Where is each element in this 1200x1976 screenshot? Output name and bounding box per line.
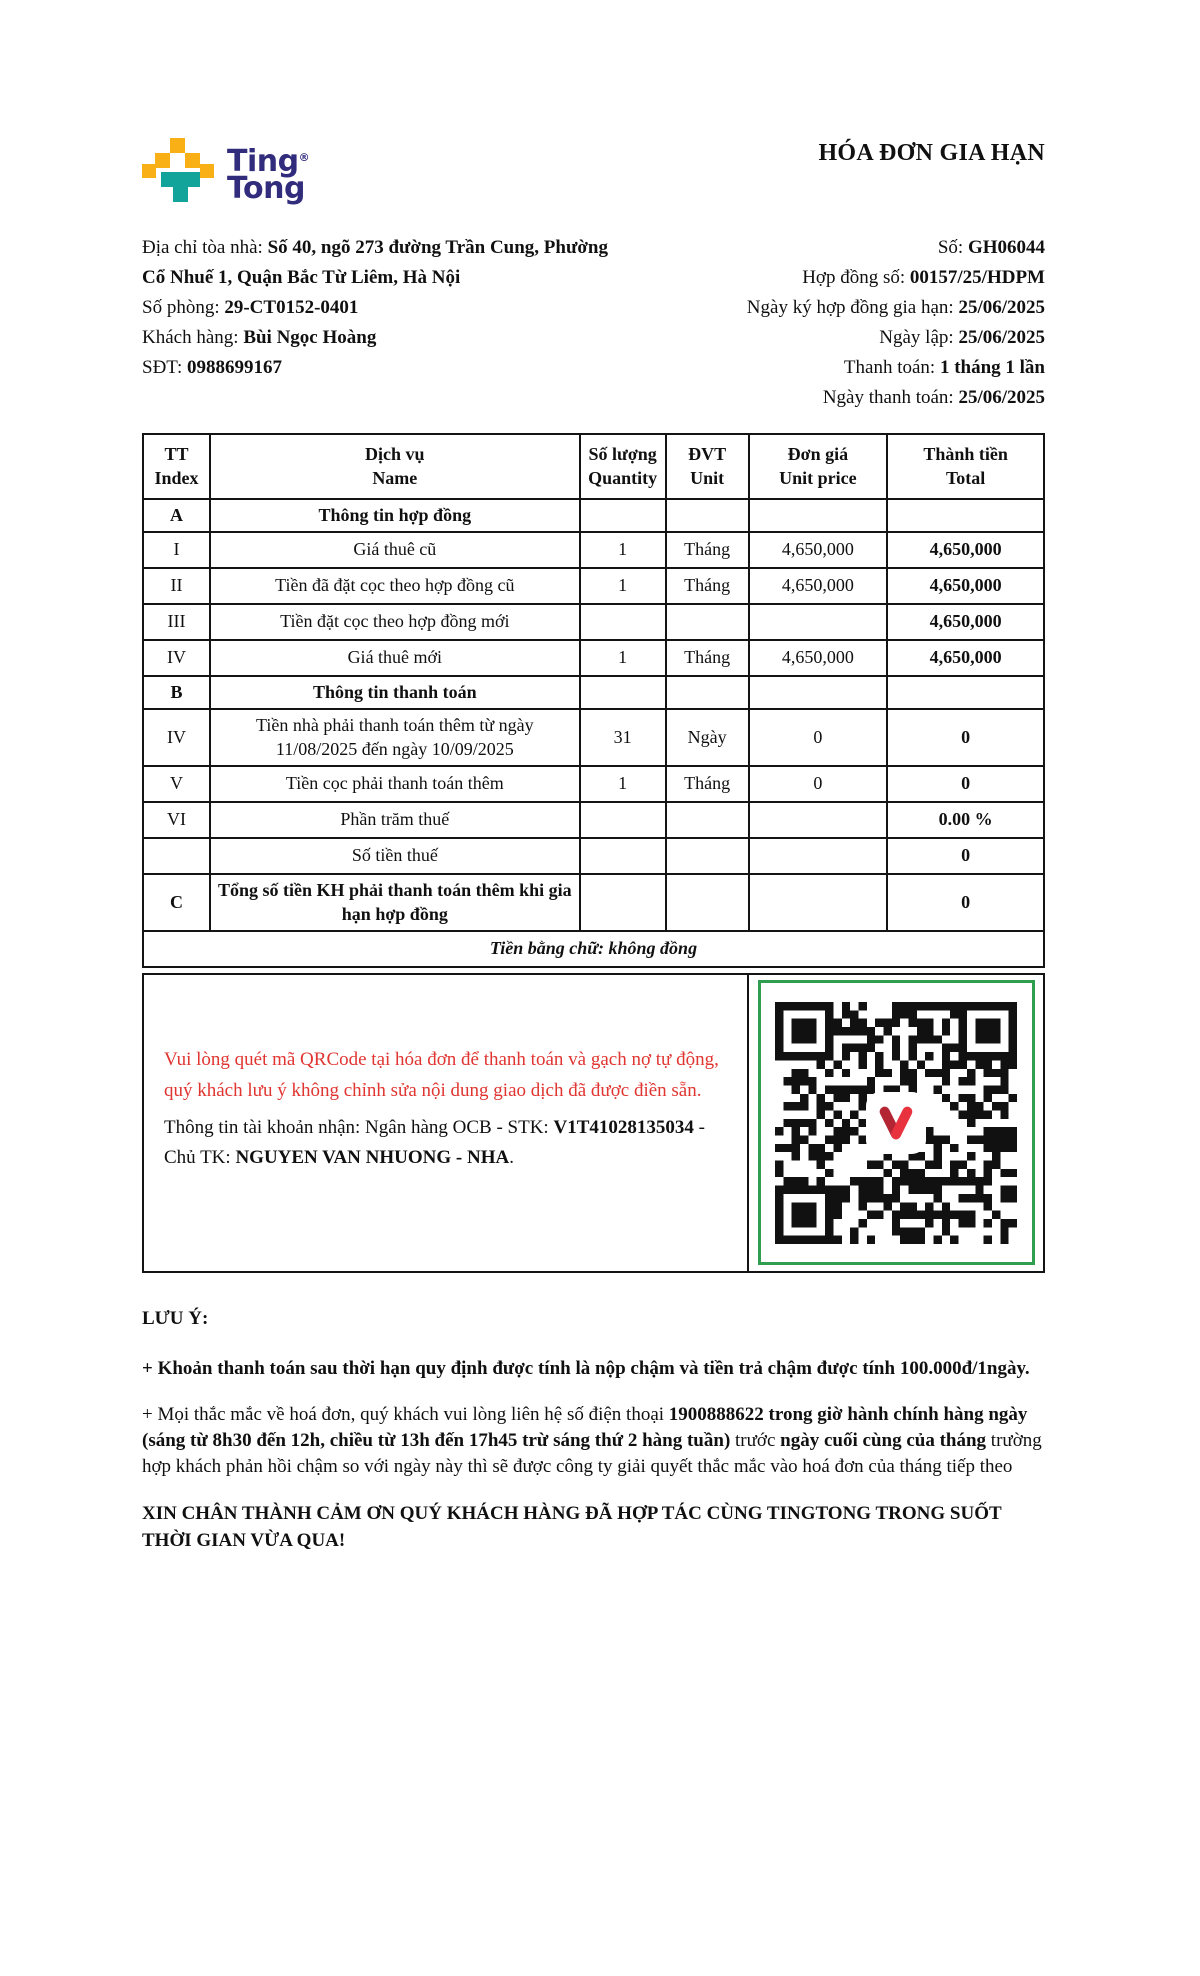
cell-service-name: Giá thuê cũ [210,532,580,568]
vietqr-v-icon [866,1092,926,1154]
info-label: Số: [937,237,968,258]
table-header-cell: ĐVT Unit [666,434,749,499]
info-value: 1 tháng 1 lần [939,357,1045,378]
cell-quantity: 1 [580,568,666,604]
qr-account-text: Thông tin tài khoản nhận: Ngân hàng OCB - STK: V1T41028135034 - Chủ TK: NGUYEN VAN NHUONG - NHA. [164,1117,705,1169]
cell-total: 0 [887,838,1044,874]
cell-service-name: Thông tin thanh toán [210,676,580,709]
late-fee-note: + Khoản thanh toán sau thời hạn quy định được tính là nộp chậm và tiền trả chậm được tính 100.000đ/1ngày. [142,1357,1030,1379]
table-row [143,568,1044,604]
cell-total: 0.00 % [887,802,1044,838]
info-row [634,233,1045,263]
customer-info [142,233,634,413]
footer-notes [142,1306,1045,1554]
cell-service-name: Tổng số tiền KH phải thanh toán thêm khi gia hạn hợp đồng [210,874,580,931]
amount-in-words-row [143,931,1044,967]
line-items-table [142,433,1045,968]
cell-quantity [580,874,666,931]
cell-unit-price [749,676,888,709]
tingtong-logo-text: Ting® Tong [227,144,310,206]
qr-payment-section [142,973,1045,1273]
info-row [634,353,1045,383]
cell-quantity: 1 [580,532,666,568]
cell-service-name: Tiền nhà phải thanh toán thêm từ ngày 11/08/2025 đến ngày 10/09/2025 [210,709,580,766]
cell-total: 4,650,000 [887,604,1044,640]
table-row [143,532,1044,568]
table-row [143,802,1044,838]
cell-unit-price [749,802,888,838]
cell-index: III [143,604,210,640]
cell-service-name: Tiền cọc phải thanh toán thêm [210,766,580,802]
cell-unit-price: 4,650,000 [749,568,888,604]
info-row [634,323,1045,353]
table-row [143,766,1044,802]
cell-total: 0 [887,766,1044,802]
cell-quantity: 1 [580,766,666,802]
page-title: HÓA ĐƠN GIA HẠN [818,140,1045,166]
cell-service-name: Thông tin hợp đồng [210,499,580,532]
cell-index: VI [143,802,210,838]
info-row [142,233,634,293]
info-label: SĐT: [142,357,187,378]
info-value: Số 40, ngõ 273 đường Trần Cung, Phường Cổ Nhuế 1, Quận Bắc Từ Liêm, Hà Nội [142,237,608,288]
cell-index: B [143,676,210,709]
cell-index: IV [143,709,210,766]
info-row [142,353,634,383]
cell-quantity [580,838,666,874]
cell-index: II [143,568,210,604]
qr-code-cell [749,975,1043,1271]
invoice-info-section [142,233,1045,413]
cell-unit: Tháng [666,766,749,802]
cell-unit [666,499,749,532]
cell-unit-price [749,838,888,874]
cell-unit [666,874,749,931]
info-value: Bùi Ngọc Hoàng [243,327,377,348]
info-value: 0988699167 [186,357,282,378]
info-label: Ngày lập: [879,327,959,348]
cell-total: 4,650,000 [887,640,1044,676]
table-header-cell: Số lượng Quantity [580,434,666,499]
info-label: Hợp đồng số: [802,267,910,288]
cell-unit-price: 4,650,000 [749,640,888,676]
cell-unit-price: 0 [749,709,888,766]
cell-index: IV [143,640,210,676]
cell-quantity [580,676,666,709]
info-label: Địa chỉ tòa nhà: [142,237,268,258]
cell-total: 0 [887,709,1044,766]
table-row [143,604,1044,640]
cell-unit: Ngày [666,709,749,766]
info-value: 25/06/2025 [958,297,1045,318]
info-value: 00157/25/HDPM [909,267,1045,288]
cell-unit [666,604,749,640]
info-row [142,293,634,323]
cell-service-name: Số tiền thuế [210,838,580,874]
info-row [142,323,634,353]
cell-unit [666,676,749,709]
cell-service-name: Tiền đã đặt cọc theo hợp đồng cũ [210,568,580,604]
cell-quantity: 31 [580,709,666,766]
table-header-row [143,434,1044,499]
cell-service-name: Tiền đặt cọc theo hợp đồng mới [210,604,580,640]
table-row [143,709,1044,766]
info-value: 25/06/2025 [958,327,1045,348]
cell-service-name: Phần trăm thuế [210,802,580,838]
thank-you-note: XIN CHÂN THÀNH CẢM ƠN QUÝ KHÁCH HÀNG ĐÃ HỢP TÁC CÙNG TINGTONG TRONG SUỐT THỜI GIAN VỪA QUA! [142,1502,1002,1551]
cell-quantity [580,604,666,640]
info-value: 25/06/2025 [958,387,1045,408]
table-header-cell: Thành tiền Total [887,434,1044,499]
cell-index: I [143,532,210,568]
table-row [143,676,1044,709]
info-label: Số phòng: [142,297,225,318]
info-label: Thanh toán: [843,357,940,378]
cell-unit [666,802,749,838]
table-row [143,499,1044,532]
table-row [143,640,1044,676]
cell-total: 4,650,000 [887,568,1044,604]
table-header-cell: TT Index [143,434,210,499]
table-header-cell: Dịch vụ Name [210,434,580,499]
cell-quantity: 1 [580,640,666,676]
qr-code-frame [758,980,1035,1265]
cell-index [143,838,210,874]
qr-text-cell [144,975,749,1271]
cell-unit: Tháng [666,568,749,604]
tingtong-logo [142,138,310,204]
cell-index: V [143,766,210,802]
table-header-cell: Đơn giá Unit price [749,434,888,499]
table-row [143,838,1044,874]
info-label: Khách hàng: [142,327,244,348]
info-value: GH06044 [967,237,1045,258]
cell-unit [666,838,749,874]
contact-note: + Mọi thắc mắc về hoá đơn, quý khách vui lòng liên hệ số điện thoại 1900888622 trong giờ hành chính hàng ngày (sáng từ 8h30 đến 12h, chiều từ 13h đến 17h45 trừ sáng thứ 2 hàng tuần) trước ngày cuối cùng của tháng trường hợp khách phản hồi chậm so với ngày này thì sẽ được công ty giải quyết thắc mắc vào hoá đơn của tháng tiếp theo [142,1403,1042,1477]
info-label: Ngày ký hợp đồng gia hạn: [746,297,959,318]
cell-total: 4,650,000 [887,532,1044,568]
qr-instruction-text: Vui lòng quét mã QRCode tại hóa đơn để thanh toán và gạch nợ tự động, quý khách lưu ý không chỉnh sửa nội dung giao dịch đã được điền sẵn. [164,1049,719,1102]
cell-total [887,499,1044,532]
cell-total [887,676,1044,709]
cell-quantity [580,499,666,532]
info-row [634,383,1045,413]
info-value: 29-CT0152-0401 [224,297,359,318]
invoice-meta [634,233,1045,413]
cell-quantity [580,802,666,838]
cell-unit: Tháng [666,640,749,676]
table-row [143,874,1044,931]
cell-index: C [143,874,210,931]
cell-unit: Tháng [666,532,749,568]
cell-unit-price: 4,650,000 [749,532,888,568]
info-row [634,263,1045,293]
cell-unit-price [749,604,888,640]
info-row [634,293,1045,323]
cell-unit-price [749,499,888,532]
notes-heading: LƯU Ý: [142,1307,209,1329]
amount-in-words: Tiền bằng chữ: không đồng [143,931,1044,967]
tingtong-logo-icon [142,138,215,204]
cell-index: A [143,499,210,532]
cell-total: 0 [887,874,1044,931]
trademark-symbol: ® [298,151,310,164]
info-label: Ngày thanh toán: [822,387,959,408]
header [142,138,1045,220]
cell-unit-price: 0 [749,766,888,802]
cell-service-name: Giá thuê mới [210,640,580,676]
cell-unit-price [749,874,888,931]
